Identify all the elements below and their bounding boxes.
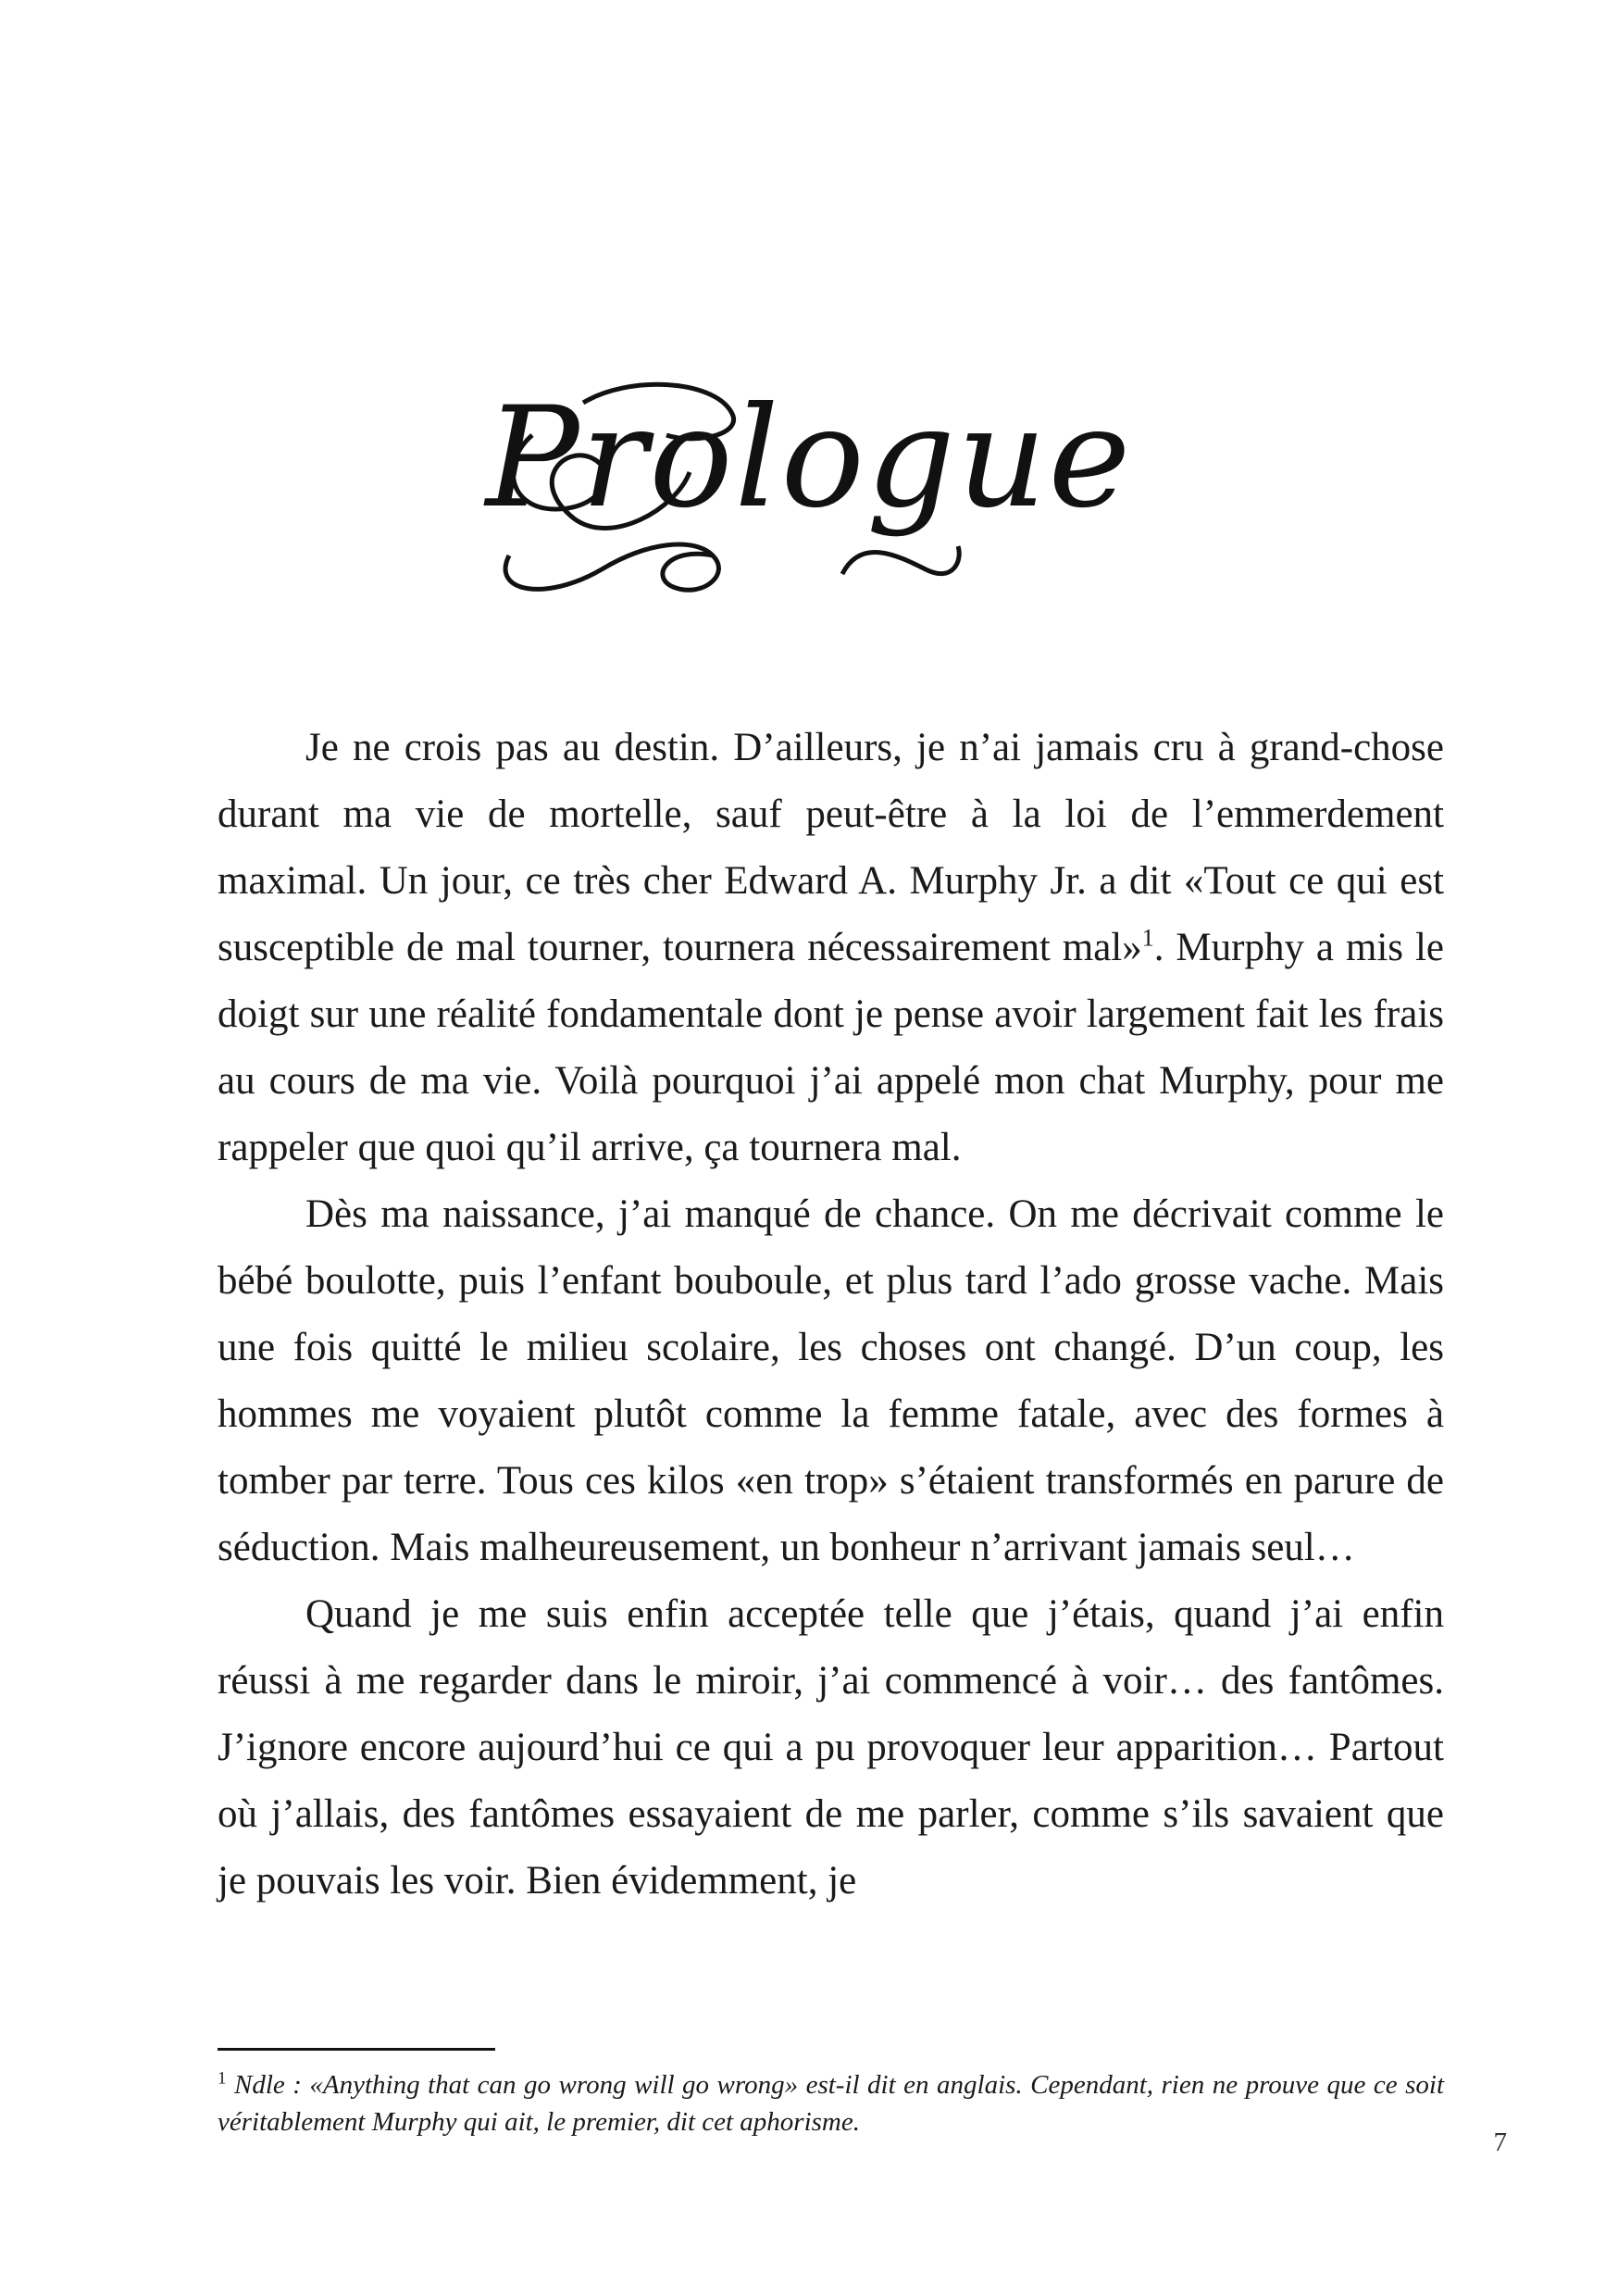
page-number: 7	[1493, 2128, 1507, 2157]
paragraph-3: Quand je me suis enfin acceptée telle que j’étais, quand j’ai enfin réussi à me regarder dans le miroir, j’ai commencé à voir… des fantômes. J’ignore encore aujourd’hui ce qui a pu provoquer leur apparition… Partout où j’allais, des fantômes essayaient de me parler, comme s’ils savaient que je pouvais les voir. Bien évidemment, je	[218, 1592, 1444, 1903]
paragraph-2: Dès ma naissance, j’ai manqué de chance. On me décrivait comme le bébé boulotte, puis l’enfant bouboule, et plus tard l’ado grosse vache. Mais une fois quitté le milieu scolaire, les choses ont changé. D’un coup, les hommes me voyaient plutôt comme la femme fatale, avec des formes à tomber par terre. Tous ces kilos «en trop» s’étaient transformés en parure de séduction. Mais malheureusement, un bonheur n’arrivant jamais seul…	[218, 1192, 1444, 1569]
footnote-text: Ndle : «Anything that can go wrong will go wrong» est-il dit en anglais. Cependant, rien ne prouve que ce soit véritablement Murphy qui ait, le premier, dit cet aphorisme.	[218, 2070, 1445, 2137]
footnote	[218, 2066, 1444, 2140]
footnote-marker: 1	[218, 2068, 227, 2089]
paragraph-1	[218, 715, 1444, 1181]
paragraph-1-text-after-note: . Murphy a mis le doigt sur une réalité fondamentale dont je pense avoir largement fait les frais au cours de ma vie. Voilà pourquoi j’ai appelé mon chat Murphy, pour me rappeler que quoi qu’il arrive, ça tournera mal.	[218, 926, 1444, 1169]
footnote-reference: 1	[1141, 924, 1154, 952]
chapter-title: Prologue	[485, 378, 1133, 539]
paragraph-1-text-before-note: Je ne crois pas au destin. D’ailleurs, je n’ai jamais cru à grand-chose durant ma vie de mortelle, sauf peut-être à la loi de l’emmerdement maximal. Un jour, ce très cher Edward A. Murphy Jr. a dit «Tout ce qui est susceptible de mal tourner, tournera nécessairement mal»	[218, 726, 1444, 969]
body-text	[218, 715, 1444, 1915]
footnote-divider	[218, 2048, 495, 2051]
